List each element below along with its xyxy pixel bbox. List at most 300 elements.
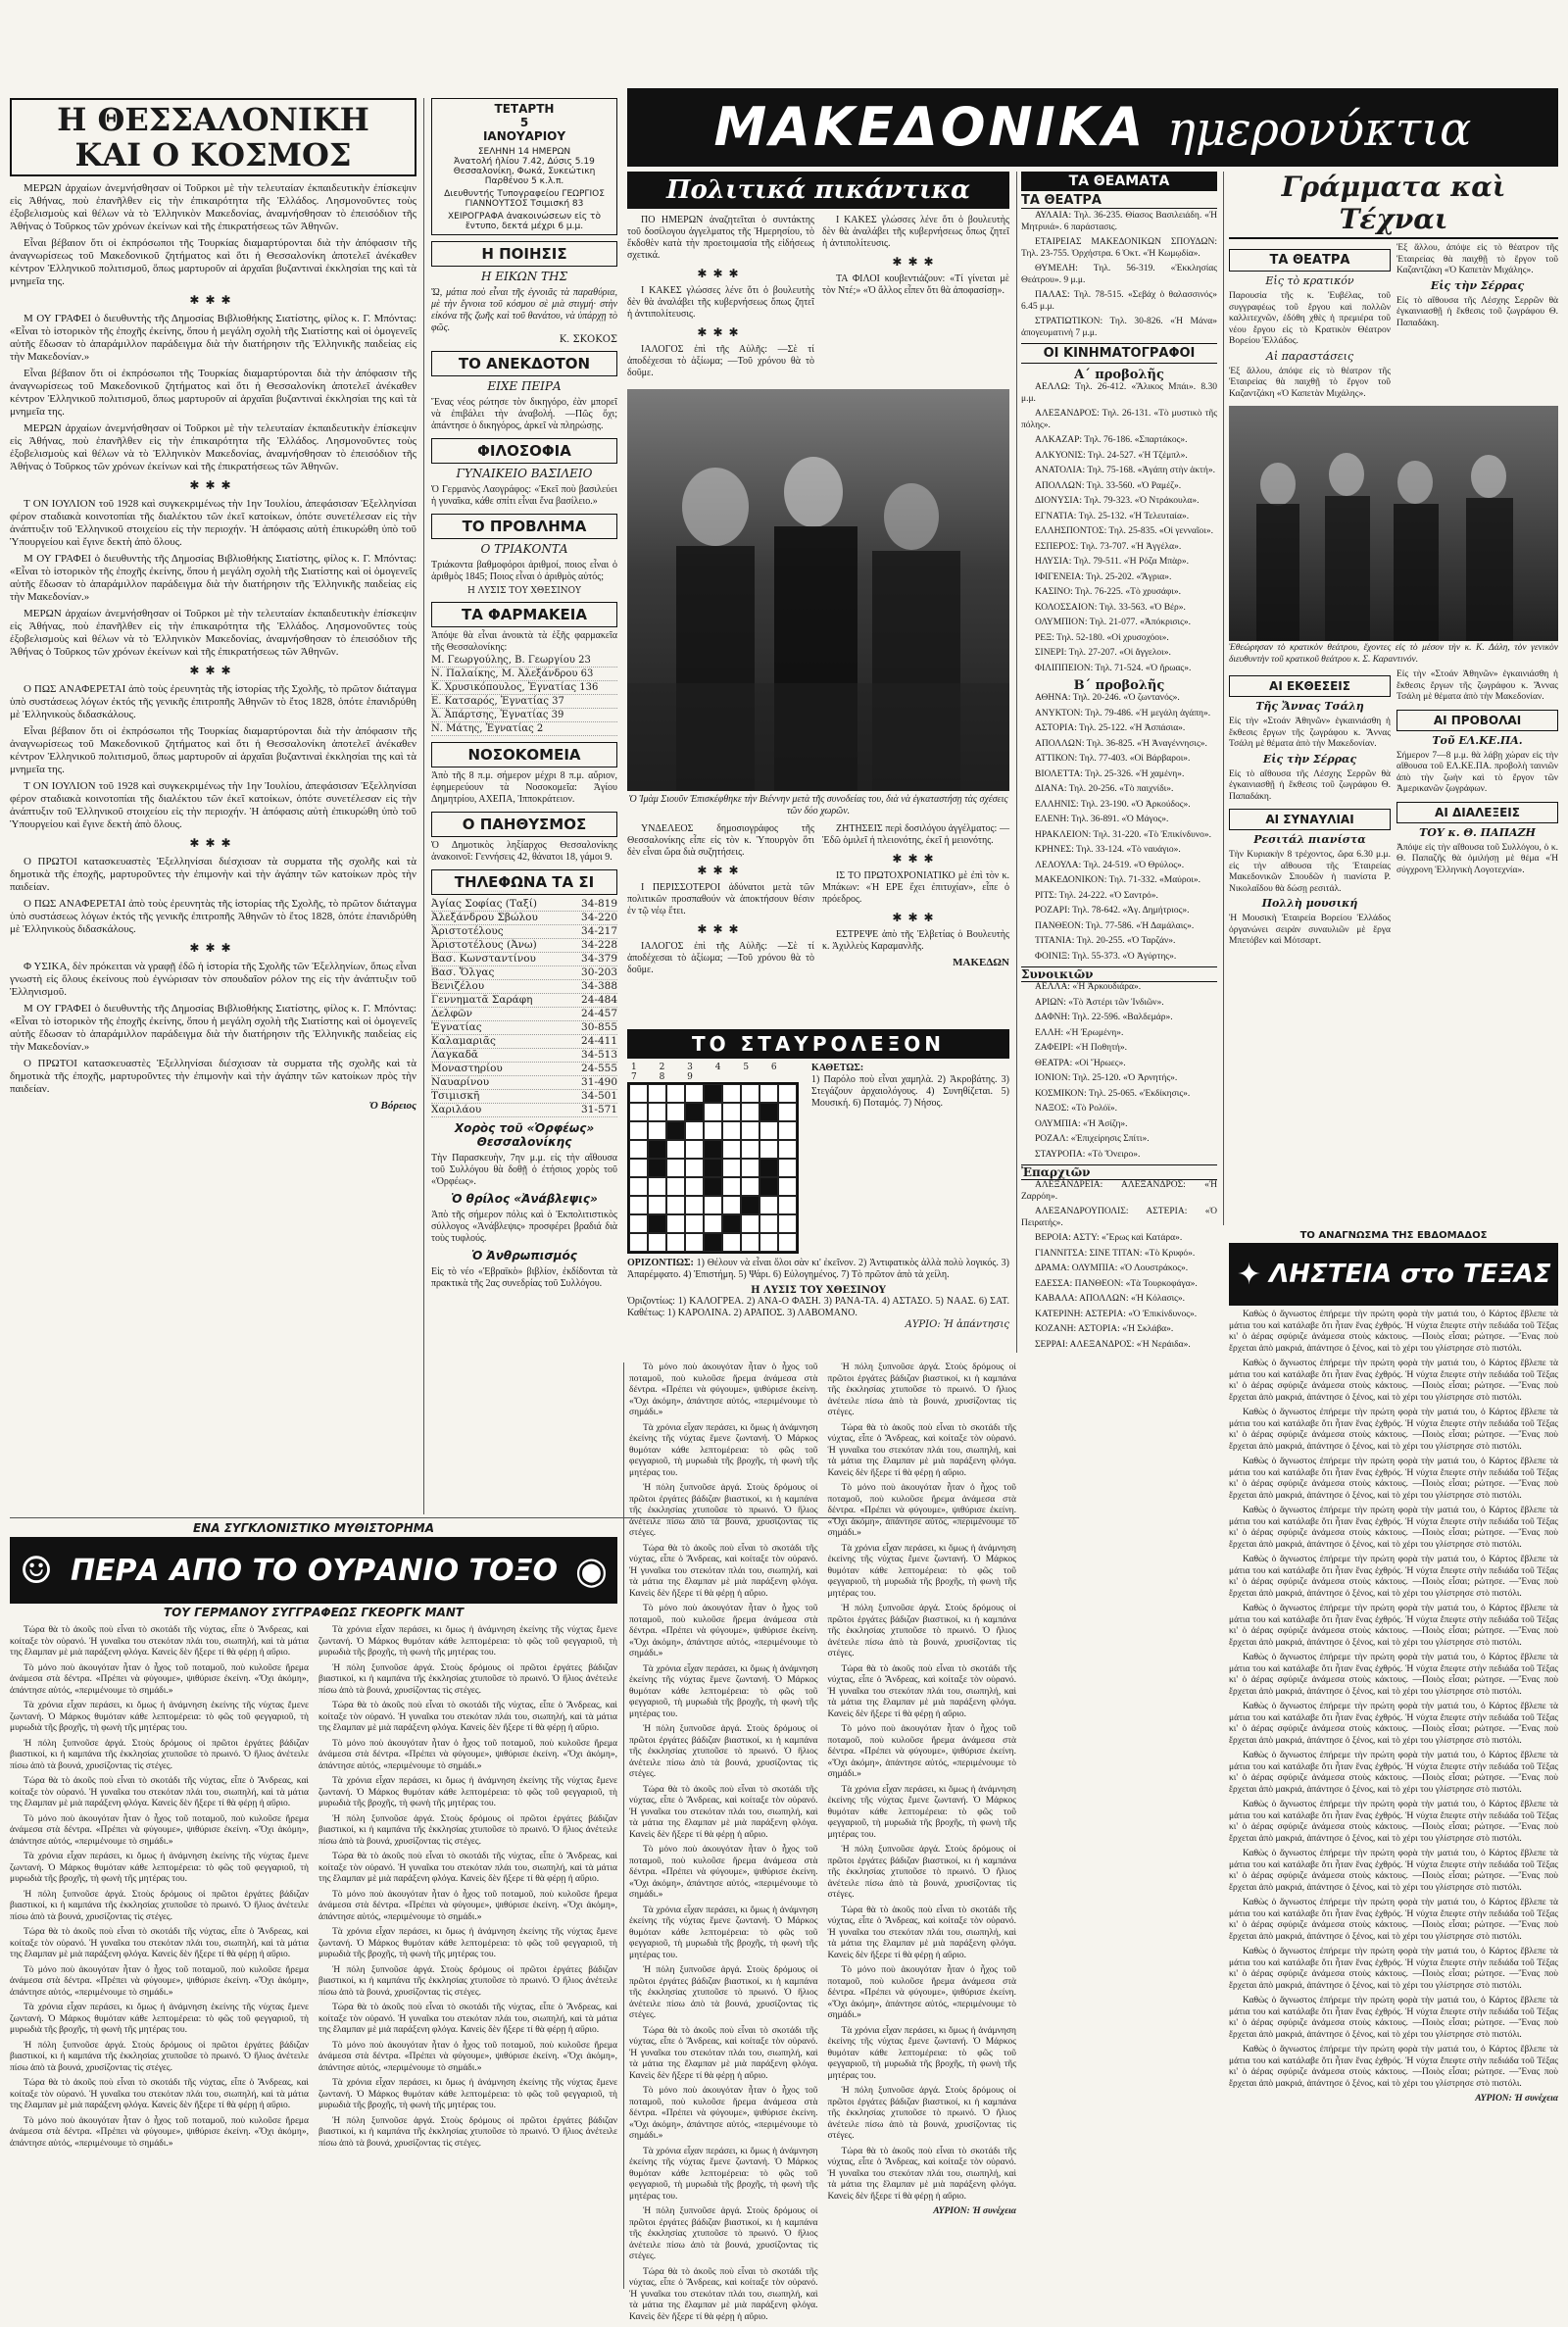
serial-label: ΕΝΑ ΣΥΓΚΛΟΝΙΣΤΙΚΟ ΜΥΘΙΣΤΟΡΗΜΑ	[192, 1521, 434, 1535]
serial-columns	[10, 1625, 617, 2154]
phone-number: 24-457	[581, 1008, 617, 1019]
phone-name: Λαγκαδᾶ	[431, 1049, 479, 1061]
weekly-story	[1229, 1230, 1558, 2289]
crossword-cell[interactable]	[685, 1121, 704, 1140]
paragraph: ΠΟ ΗΜΕΡΩΝ ἀναζητεῖται ὁ συντάκτης τοῦ δοσίλογου ἀγγελματος τῆς Ἡμερησίου, τὸ ἔκδοθὲν κατὰ τὴν προετοιμασία τῆς εἰδήσεως σχετικά.	[627, 215, 814, 261]
arts-photo-caption: Ἐθεώρησαν τὸ κρατικὸν θεάτρου, ἔχοντες εἰς τὸ μέσον τὴν κ. Κ. Δάλη, τὸν γενικὸν διευθυντὴν τοῦ κρατικοῦ θεάτρου κ. Σ. Καραντινόν.	[1229, 643, 1558, 665]
last-text: Εἰς τὸ νέο «Ἑβραϊκὸ» βιβλίον, ἐκδίδονται τὰ πρακτικὰ τῆς 2ας συνεδρίας τοῦ Συλλόγου.	[431, 1266, 617, 1289]
paragraph: Τὸ μόνο ποὺ ἀκουγόταν ἦταν ὁ ἦχος τοῦ ποταμοῦ, ποὺ κυλοῦσε ἤρεμα ἀνάμεσα στὰ δέντρα. «Πρέπει νὰ φύγουμε», ψιθύρισε ἐκείνη. «Ὄχι ἀκόμη», ἀπάντησε αὐτός, «περιμένουμε τὸ σημάδι.»	[827, 1483, 1016, 1538]
arts-column	[1229, 169, 1558, 1227]
paragraph: Εἶναι βέβαιον ὅτι οἱ ἐκπρόσωποι τῆς Τουρκίας διαμαρτύρονται διὰ τὴν ἀπόφασιν τῆς ἀναγνωρίσεως τοῦ Μακεδονικοῦ ζητήματος καὶ ὅτι ἡ Θεσσαλονίκη ἀποτελεῖ ἀνέκαθεν κέντρον Ἑλληνικοῦ πολιτισμοῦ, ὅπως μαρτυροῦν αἱ ἀρχαῖαι βυζαντιναὶ ἐκκλησίαι της καὶ τὰ μνημεῖα της.	[10, 368, 416, 418]
crossword-answer-title: Η ΛΥΣΙΣ ΤΟΥ ΧΘΕΣΙΝΟΥ	[751, 1285, 886, 1296]
paragraph: Ι ΚΑΚΕΣ γλώσσες λένε ὅτι ὁ βουλευτὴς δὲν θὰ ἀναλάβει τῆς κυβερνήσεως ὅπως ζητεῖ ἡ ἀντιπολίτευσις.	[627, 285, 814, 320]
politika-col-c	[627, 823, 814, 980]
crossword-cell[interactable]	[741, 1214, 760, 1233]
separator-stars: ✱✱✱	[697, 325, 745, 339]
crossword-cell[interactable]	[666, 1233, 685, 1252]
paragraph: Τώρα θὰ τὸ ἀκοῦς ποὺ εἶναι τὸ σκοτάδι τῆς νύχτας, εἶπε ὁ Ἄνδρεας, καὶ κοίταξε τὸν οὐρανό. Ἡ γυναῖκα του στεκόταν πλάι του, σιωπηλή, καὶ τὰ μάτια της ἔλαμπαν μὲ μιὰ παράξενη φλόγα. Κανεὶς δὲν ἤξερε τί θὰ φέρῃ ἡ αὔριο.	[10, 1625, 309, 1658]
problem-subtitle: Ο ΤΡΙΑΚΟΝΤΑ	[480, 542, 568, 556]
crossword-down-clues: 1) Παρόλο ποὺ εἶναι χαμηλὰ. 2) Ἀκροβάτης. 3) Στεγάζουν ἀρχαιολόγους. 4) Συνηθίζεται. 5) Μουσική. 6) Ποταμός. 7) Νήσος.	[811, 1074, 1009, 1109]
paragraph: Καθὼς ὁ ἄγνωστος ἐπήρεμε τὴν πρώτη φορὰ τὴν ματιά του, ὁ Κάρτος ἔβλεπε τὰ μάτια του καὶ κατάλαβε ὅτι ἦταν ἕνας ἐχθρός. Ἡ νύχτα ἔπεφτε στὴν πεδιάδα τοῦ Τέξας κι' ὁ ἀέρας σφύριζε ἀνάμεσα στοὺς κάκτους. —Ποιὸς εἶσαι; ρώτησε. —Ἕνας ποὺ ἔρχεται ἀπὸ μακριά, ἀπάντησε ὁ ξένος, καὶ τὸ χέρι του γλίστρησε στὸ πιστόλι.	[1229, 1457, 1558, 1501]
crossword-cell[interactable]	[648, 1233, 666, 1252]
crossword-across-label: ΟΡΙΖΟΝΤΙΩΣ:	[627, 1258, 694, 1268]
crossword-cell[interactable]	[778, 1103, 797, 1121]
crossword-cell[interactable]	[704, 1121, 722, 1140]
column-rule	[423, 98, 424, 1514]
list-item: ΑΛΕΞΑΝΔΡΕΙΑ: ΑΛΕΞΑΝΔΡΟΣ: «Ἡ Ζαρρόη».	[1021, 1180, 1217, 1202]
phone-name: Τσιμισκῆ	[431, 1090, 480, 1102]
list-item: ΣΤΡΑΤΙΩΤΙΚΟΝ: Τηλ. 30-826. «Ἡ Μάνα» ἀπογευματινὴ 7 μ.μ.	[1021, 317, 1217, 338]
paragraph: Εἶναι βέβαιον ὅτι οἱ ἐκπρόσωποι τῆς Τουρκίας διαμαρτύρονται διὰ τὴν ἀπόφασιν τῆς ἀναγνωρίσεως τοῦ Μακεδονικοῦ ζητήματος καὶ ὅτι ἡ Θεσσαλονίκη ἀποτελεῖ ἀνέκαθεν κέντρον Ἑλληνικοῦ πολιτισμοῦ, ὅπως μαρτυροῦν αἱ ἀρχαῖαι βυζαντιναὶ ἐκκλησίαι της καὶ τὰ μνημεῖα της.	[10, 237, 416, 287]
paragraph: Τὰ χρόνια εἶχαν περάσει, κι ὅμως ἡ ἀνάμνηση ἐκείνης τῆς νύχτας ἔμενε ζωντανή. Ὁ Μάρκος θυμόταν κάθε λεπτομέρεια: τὸ φῶς τοῦ φεγγαριοῦ, τὴ μυρωδιὰ τῆς βροχῆς, τὴ φωνὴ τῆς μητέρας του.	[10, 1852, 309, 1884]
serial-banner	[10, 1537, 617, 1604]
list-item	[431, 953, 617, 966]
choir-text: Τὴν Παρασκευὴν, 7ην μ.μ. εἰς τὴν αἴθουσα τοῦ Συλλόγου θὰ δοθῇ ὁ ἐτήσιος χορὸς τοῦ «Ὀρφέως».	[431, 1153, 617, 1187]
left-column	[10, 98, 416, 1514]
photo-figures-icon	[627, 389, 1009, 791]
phone-number: 34-513	[581, 1049, 617, 1061]
serial-author: ΤΟΥ ΓΕΡΜΑΝΟΥ ΣΥΓΓΡΑΦΕΩΣ ΓΚΕΟΡΓΚ ΜΑΝΤ	[163, 1606, 465, 1619]
crossword-cell[interactable]	[629, 1084, 648, 1103]
problem-answer: Η ΛΥΣΙΣ ΤΟΥ ΧΘΕΣΙΝΟΥ	[467, 586, 581, 596]
crossword-sign: ΑΥΡΙΟ: Ἡ ἀπάντησις	[905, 1319, 1009, 1330]
crossword-cell[interactable]	[666, 1159, 685, 1177]
list-item: ΚΟΖΑΝΗ: ΑΣΤΟΡΙΑ: «Ἡ Σκλάβα».	[1035, 1324, 1174, 1334]
crossword-cell[interactable]	[760, 1140, 778, 1159]
date-month: ΙΑΝΟΥΑΡΙΟΥ	[482, 129, 566, 143]
list-item	[431, 1063, 617, 1076]
list-item: ΡΕΞ: Τηλ. 52-180. «Οἱ χρυσοχόοι».	[1035, 632, 1169, 643]
concert-text: Τὴν Κυριακὴν 8 τρέχοντος, ὥρα 6.30 μ.μ. εἰς τὴν αἴθουσα τῆς Ἑταιρείας Μακεδονικῶν Σπουδῶν ἡ πιανίστα Ρ. Νικολαΐδου θὰ δώσῃ ρεσιτάλ.	[1229, 850, 1391, 894]
crossword-cell[interactable]	[778, 1214, 797, 1233]
crossword-black-cell	[648, 1214, 666, 1233]
crossword-cell[interactable]	[778, 1140, 797, 1159]
weekly-end: ΑΥΡΙΟΝ: Ἡ συνέχεια	[1475, 2094, 1558, 2104]
arts-col-c	[1229, 669, 1391, 948]
headline-line-2: ΚΑΙ Ο ΚΟΣΜΟΣ	[74, 136, 352, 173]
crossword-cell[interactable]	[741, 1233, 760, 1252]
chorus-title: Ὁ θρίλος «Ἀνάβλεψις»	[451, 1192, 598, 1206]
column-rule	[623, 1362, 624, 2289]
moon-info: ΣΕΛΗΝΗ 14 ΗΜΕΡΩΝ	[477, 147, 571, 157]
broadcast-title: ΑΙ ΠΡΟΒΟΛΑΙ	[1396, 710, 1558, 731]
exhib-title: ΑΙ ΕΚΘΕΣΕΙΣ	[1229, 675, 1391, 697]
lecture-text: Ἀπόψε εἰς τὴν αἴθουσα τοῦ Συλλόγου, ὁ κ. Θ. Παπαζῆς θὰ ὁμιλήσῃ μὲ θέμα «Ἡ σύγχρονη Ἑλληνικὴ Λογοτεχνία».	[1396, 842, 1558, 875]
crossword-cell[interactable]	[629, 1140, 648, 1159]
crossword-cell[interactable]	[741, 1140, 760, 1159]
crossword-black-cell	[704, 1084, 722, 1103]
philosophy-title: ΦΙΛΟΣΟΦΙΑ	[431, 438, 617, 464]
middle-column	[431, 98, 617, 1514]
phone-number: 31-490	[581, 1076, 617, 1088]
list-item: ΦΟΙΝΙΞ: Τηλ. 55-373. «Ὁ Ἀγύρτης».	[1035, 951, 1177, 962]
poetry-title: Η ΠΟΙΗΣΙΣ	[431, 241, 617, 267]
concert2-text: Ἡ Μουσικὴ Ἑταιρεία Βορείου Ἑλλάδος ὀργανώνει σειρὰν συναυλιῶν μὲ ἔργα Μπετόβεν καὶ Μότσαρτ.	[1229, 914, 1391, 946]
paragraph: Ἡ πόλη ξυπνοῦσε ἀργά. Στοὺς δρόμους οἱ πρῶτοι ἐργάτες βάδιζαν βιαστικοί, κι ἡ καμπάνα τῆς ἐκκλησίας χτυποῦσε τὸ πρωινό. Ὁ ἥλιος ἀνέτειλε πίσω ἀπὸ τὰ βουνά, χρυσίζοντας τὶς στέγες.	[629, 2206, 818, 2261]
crossword-cell[interactable]	[760, 1233, 778, 1252]
paragraph: Ο ΠΩΣ ΑΝΑΦΕΡΕΤΑΙ ἀπὸ τοὺς ἐρευνητὰς τῆς ἱστορίας τῆς Σχολῆς, τὸ πρῶτον διάταγμα ὑπὸ συστάσεως λόγων ἐκτός τῆς γενικῆς ἐπιτροπῆς Ἀθηνῶν τὸ ἔτος 1828, ὁπότε ἐπανιδρύθη μὲ Ἑλληνικοὺς διδασκάλους.	[10, 898, 416, 935]
list-item: ΣΤΑΥΡΟΠΑ: «Τὸ Ὄνειρο».	[1035, 1149, 1141, 1160]
suburbs-label: Συνοικιῶν	[1021, 966, 1217, 982]
paragraph: Τὰ χρόνια εἶχαν περάσει, κι ὅμως ἡ ἀνάμνηση ἐκείνης τῆς νύχτας ἔμενε ζωντανή. Ὁ Μάρκος θυμόταν κάθε λεπτομέρεια: τὸ φῶς τοῦ φεγγαριοῦ, τὴ μυρωδιὰ τῆς βροχῆς, τὴ φωνὴ τῆς μητέρας του.	[318, 1625, 617, 1658]
crossword-cell[interactable]	[685, 1140, 704, 1159]
paragraph: Καθὼς ὁ ἄγνωστος ἐπήρεμε τὴν πρώτη φορὰ τὴν ματιά του, ὁ Κάρτος ἔβλεπε τὰ μάτια του καὶ κατάλαβε ὅτι ἦταν ἕνας ἐχθρός. Ἡ νύχτα ἔπεφτε στὴν πεδιάδα τοῦ Τέξας κι' ὁ ἀέρας σφύριζε ἀνάμεσα στοὺς κάκτους. —Ποιὸς εἶσαι; ρώτησε. —Ἕνας ποὺ ἔρχεται ἀπὸ μακριά, ἀπάντησε ὁ ξένος, καὶ τὸ χέρι του γλίστρησε στὸ πιστόλι.	[1229, 1996, 1558, 2040]
crossword-cell[interactable]	[722, 1233, 741, 1252]
paragraph: Τὰ χρόνια εἶχαν περάσει, κι ὅμως ἡ ἀνάμνηση ἐκείνης τῆς νύχτας ἔμενε ζωντανή. Ὁ Μάρκος θυμόταν κάθε λεπτομέρεια: τὸ φῶς τοῦ φεγγαριοῦ, τὴ μυρωδιὰ τῆς βροχῆς, τὴ φωνὴ τῆς μητέρας του.	[318, 1776, 617, 1808]
list-item	[431, 912, 617, 925]
list-item: ΕΛΛΗΝΙΣ: Τηλ. 23-190. «Ὁ Ἀρκούδος».	[1035, 799, 1191, 810]
serial-col-b	[318, 1625, 617, 2154]
paragraph: Τὰ χρόνια εἶχαν περάσει, κι ὅμως ἡ ἀνάμνηση ἐκείνης τῆς νύχτας ἔμενε ζωντανή. Ὁ Μάρκος θυμόταν κάθε λεπτομέρεια: τὸ φῶς τοῦ φεγγαριοῦ, τὴ μυρωδιὰ τῆς βροχῆς, τὴ φωνὴ τῆς μητέρας του.	[10, 2003, 309, 2035]
paragraph: Καθὼς ὁ ἄγνωστος ἐπήρεμε τὴν πρώτη φορὰ τὴν ματιά του, ὁ Κάρτος ἔβλεπε τὰ μάτια του καὶ κατάλαβε ὅτι ἦταν ἕνας ἐχθρός. Ἡ νύχτα ἔπεφτε στὴν πεδιάδα τοῦ Τέξας κι' ὁ ἀέρας σφύριζε ἀνάμεσα στοὺς κάκτους. —Ποιὸς εἶσαι; ρώτησε. —Ἕνας ποὺ ἔρχεται ἀπὸ μακριά, ἀπάντησε ὁ ξένος, καὶ τὸ χέρι του γλίστρησε στὸ πιστόλι.	[1229, 1702, 1558, 1746]
list-item: ΑΠΟΛΛΩΝ: Τηλ. 36-825. «Ἡ Ἀναγέννησις».	[1035, 738, 1207, 749]
crossword-cell[interactable]	[722, 1084, 741, 1103]
crossword-cell[interactable]	[760, 1196, 778, 1214]
paragraph: ΙΣ ΤΟ ΠΡΩΤΟΧΡΟΝΙΑΤΙΚΟ μὲ ἐπὶ τὸν κ. Μπάκων: «Ἡ ΕΡΕ ἔχει ἐπιτυχίαν», εἶπε ὁ πρόεδρος.	[822, 870, 1009, 905]
left-signature: Ὁ Βόρειος	[368, 1100, 416, 1112]
crossword-cell[interactable]	[760, 1121, 778, 1140]
crossword-cell[interactable]	[666, 1084, 685, 1103]
phone-name: Δελφῶν	[431, 1008, 472, 1019]
crossword-cell[interactable]	[648, 1196, 666, 1214]
lecture-sub: ΤΟΥ κ. Θ. ΠΑΠΑΖΗ	[1419, 825, 1536, 839]
phone-number: 34-228	[581, 939, 617, 951]
face-icon: ☺	[20, 1549, 54, 1592]
crossword-cell[interactable]	[629, 1177, 648, 1196]
crossword-cell[interactable]	[685, 1196, 704, 1214]
exhib-text-cont: Εἰς τὴν «Στοάν Ἀθηνῶν» ἐγκαινιάσθη ἡ ἔκθεσις ἔργων τῆς ζωγράφου κ. Ἄννας Τσάλη μὲ θέματα ἀπὸ τὴν Μακεδονίαν.	[1396, 669, 1558, 702]
paragraph: Τὸ μόνο ποὺ ἀκουγόταν ἦταν ὁ ἦχος τοῦ ποταμοῦ, ποὺ κυλοῦσε ἤρεμα ἀνάμεσα στὰ δέντρα. «Πρέπει νὰ φύγουμε», ψιθύρισε ἐκείνη. «Ὄχι ἀκόμη», ἀπάντησε αὐτός, «περιμένουμε τὸ σημάδι.»	[10, 1662, 309, 1696]
crossword-cell[interactable]	[722, 1103, 741, 1121]
phone-name: Βενιζέλου	[431, 980, 485, 992]
crossword-cell[interactable]	[741, 1159, 760, 1177]
crossword-cell[interactable]	[741, 1103, 760, 1121]
arts-premiere-title: Αἱ παραστάσεις	[1265, 349, 1354, 363]
phone-name: Ναυαρίνου	[431, 1076, 490, 1088]
politika-bottom-row	[627, 823, 1009, 980]
paragraph: Καθὼς ὁ ἄγνωστος ἐπήρεμε τὴν πρώτη φορὰ τὴν ματιά του, ὁ Κάρτος ἔβλεπε τὰ μάτια του καὶ κατάλαβε ὅτι ἦταν ἕνας ἐχθρός. Ἡ νύχτα ἔπεφτε στὴν πεδιάδα τοῦ Τέξας κι' ὁ ἀέρας σφύριζε ἀνάμεσα στοὺς κάκτους. —Ποιὸς εἶσαι; ρώτησε. —Ἕνας ποὺ ἔρχεται ἀπὸ μακριά, ἀπάντησε ὁ ξένος, καὶ τὸ χέρι του γλίστρησε στὸ πιστόλι.	[1229, 1653, 1558, 1697]
paragraph: Καθὼς ὁ ἄγνωστος ἐπήρεμε τὴν πρώτη φορὰ τὴν ματιά του, ὁ Κάρτος ἔβλεπε τὰ μάτια του καὶ κατάλαβε ὅτι ἦταν ἕνας ἐχθρός. Ἡ νύχτα ἔπεφτε στὴν πεδιάδα τοῦ Τέξας κι' ὁ ἀέρας σφύριζε ἀνάμεσα στοὺς κάκτους. —Ποιὸς εἶσαι; ρώτησε. —Ἕνας ποὺ ἔρχεται ἀπὸ μακριά, ἀπάντησε ὁ ξένος, καὶ τὸ χέρι του γλίστρησε στὸ πιστόλι.	[1229, 1947, 1558, 1991]
list-item: ΙΦΙΓΕΝΕΙΑ: Τηλ. 25-202. «Ἄγρια».	[1035, 571, 1172, 582]
list-item: ΔΡΑΜΑ: ΟΛΥΜΠΙΑ: «Ὁ Λουστράκος».	[1035, 1263, 1189, 1273]
separator-stars: ✱✱✱	[697, 864, 745, 877]
crossword-cell[interactable]	[722, 1177, 741, 1196]
phone-number: 30-855	[581, 1021, 617, 1033]
paragraph: Καθὼς ὁ ἄγνωστος ἐπήρεμε τὴν πρώτη φορὰ τὴν ματιά του, ὁ Κάρτος ἔβλεπε τὰ μάτια του καὶ κατάλαβε ὅτι ἦταν ἕνας ἐχθρός. Ἡ νύχτα ἔπεφτε στὴν πεδιάδα τοῦ Τέξας κι' ὁ ἀέρας σφύριζε ἀνάμεσα στοὺς κάκτους. —Ποιὸς εἶσαι; ρώτησε. —Ἕνας ποὺ ἔρχεται ἀπὸ μακριά, ἀπάντησε ὁ ξένος, καὶ τὸ χέρι του γλίστρησε στὸ πιστόλι.	[1229, 1849, 1558, 1893]
center-politika	[627, 172, 1009, 1024]
crossword-black-cell	[704, 1233, 722, 1252]
list-item: ΟΛΥΜΠΙΟΝ: Τηλ. 21-077. «Ἀπόκρισις».	[1035, 618, 1191, 627]
list-item: ΓΙΑΝΝΙΤΣΑ: ΣΙΝΕ ΤΙΤΑΝ: «Τὸ Κρυφό».	[1035, 1248, 1196, 1259]
serial-end: ΑΥΡΙΟΝ: Ἡ συνέχεια	[933, 2206, 1016, 2216]
paragraph: Ἡ πόλη ξυπνοῦσε ἀργά. Στοὺς δρόμους οἱ πρῶτοι ἐργάτες βάδιζαν βιαστικοί, κι ἡ καμπάνα τῆς ἐκκλησίας χτυποῦσε τὸ πρωινό. Ὁ ἥλιος ἀνέτειλε πίσω ἀπὸ τὰ βουνά, χρυσίζοντας τὶς στέγες.	[827, 2086, 1016, 2141]
list-item: ΑΤΤΙΚΟΝ: Τηλ. 77-403. «Οἱ Βάρβαροι».	[1035, 754, 1191, 764]
paragraph: Ἡ πόλη ξυπνοῦσε ἀργά. Στοὺς δρόμους οἱ πρῶτοι ἐργάτες βάδιζαν βιαστικοί, κι ἡ καμπάνα τῆς ἐκκλησίας χτυποῦσε τὸ πρωινό. Ὁ ἥλιος ἀνέτειλε πίσω ἀπὸ τὰ βουνά, χρυσίζοντας τὶς στέγες.	[10, 1889, 309, 1922]
crossword-black-cell	[704, 1140, 722, 1159]
separator-stars: ✱✱✱	[697, 267, 745, 280]
paragraph: ΜΕΡΩΝ ἀρχαίων ἀνεμνήσθησαν οἱ Τοῦρκοι μὲ τὴν τελευταίαν ἐκπαιδευτικὴν ἐπίσκεψιν εἰς Ἀθήνας, ποὺ ἐπανῆλθεν εἰς τὴν ἐπικαιρότητα τῆς Ἑλλάδος. Λησμονοῦντες τοὺς ἐξοβελισμοὺς καὶ θέλων νὰ τὸ Ἑλληνικὸν Μακεδονίας, ἀναμνήσθησαν τὸ ἐπεισόδιον τῆς Ἀθήνας ὁ Τοῦρκος τῶν χρόνων ἐκείνων καὶ τῆς ἐπικρατήσεως τῶν Ἀθηνῶν.	[10, 182, 416, 232]
crossword-black-cell	[648, 1159, 666, 1177]
serial-novel	[10, 1521, 617, 2291]
paragraph: Τὸ μόνο ποὺ ἀκουγόταν ἦταν ὁ ἦχος τοῦ ποταμοῦ, ποὺ κυλοῦσε ἤρεμα ἀνάμεσα στὰ δέντρα. «Πρέπει νὰ φύγουμε», ψιθύρισε ἐκείνη. «Ὄχι ἀκόμη», ἀπάντησε αὐτός, «περιμένουμε τὸ σημάδι.»	[827, 1724, 1016, 1779]
crossword-black-cell	[760, 1177, 778, 1196]
list-item: ΕΓΝΑΤΙΑ: Τηλ. 25-132. «Ἡ Τελευταία».	[1035, 511, 1190, 521]
list-item: ΗΛΥΣΙΑ: Τηλ. 79-511. «Ἡ Ρόζα Μπὰρ».	[1035, 557, 1190, 567]
list-item	[431, 994, 617, 1008]
serial-title: ΠΕΡΑ ΑΠΟ ΤΟ ΟΥΡΑΝΙΟ ΤΟΞΟ	[70, 1553, 558, 1588]
paragraph: Τώρα θὰ τὸ ἀκοῦς ποὺ εἶναι τὸ σκοτάδι τῆς νύχτας, εἶπε ὁ Ἄνδρεας, καὶ κοίταξε τὸν οὐρανό. Ἡ γυναῖκα του στεκόταν πλάι του, σιωπηλή, καὶ τὰ μάτια της ἔλαμπαν μὲ μιὰ παράξενη φλόγα. Κανεὶς δὲν ἤξερε τί θὰ φέρῃ ἡ αὔριο.	[827, 1663, 1016, 1719]
politika-photo	[627, 389, 1009, 791]
paragraph: Τὰ χρόνια εἶχαν περάσει, κι ὅμως ἡ ἀνάμνηση ἐκείνης τῆς νύχτας ἔμενε ζωντανή. Ὁ Μάρκος θυμόταν κάθε λεπτομέρεια: τὸ φῶς τοῦ φεγγαριοῦ, τὴ μυρωδιὰ τῆς βροχῆς, τὴ φωνὴ τῆς μητέρας του.	[827, 2025, 1016, 2081]
list-item: ΑΕΛΛΑ: «Ἡ Ἀρκουδιάρα».	[1035, 982, 1142, 992]
paragraph: ΜΕΡΩΝ ἀρχαίων ἀνεμνήσθησαν οἱ Τοῦρκοι μὲ τὴν τελευταίαν ἐκπαιδευτικὴν ἐπίσκεψιν εἰς Ἀθήνας, ποὺ ἐπανῆλθεν εἰς τὴν ἐπικαιρότητα τῆς Ἑλλάδος. Λησμονοῦντες τοὺς ἐξοβελισμοὺς καὶ θέλων νὰ τὸ Ἑλληνικὸν Μακεδονίας, ἀναμνήσθησαν τὸ ἐπεισόδιον τῆς Ἀθήνας ὁ Τοῦρκος τῶν χρόνων ἐκείνων καὶ τῆς ἐπικρατήσεως τῶν Ἀθηνῶν.	[10, 422, 416, 472]
politika-title: Πολιτικά πικάντικα	[627, 172, 1009, 209]
list-item: ΖΑΦΕΙΡΙ: «Ἡ Ποθητή».	[1035, 1043, 1127, 1053]
paragraph: Ἡ πόλη ξυπνοῦσε ἀργά. Στοὺς δρόμους οἱ πρῶτοι ἐργάτες βάδιζαν βιαστικοί, κι ἡ καμπάνα τῆς ἐκκλησίας χτυποῦσε τὸ πρωινό. Ὁ ἥλιος ἀνέτειλε πίσω ἀπὸ τὰ βουνά, χρυσίζοντας τὶς στέγες.	[629, 1483, 818, 1538]
list-item: ΡΟΖΑΛ: «Ἐπιχείρησις Σπίτι».	[1035, 1134, 1150, 1144]
list-item: ΑΛΚΥΟΝΙΣ: Τηλ. 24-527. «Ἡ Τζέμπλ».	[1035, 450, 1188, 461]
serial-col-a	[10, 1625, 309, 2154]
crossword-cell[interactable]	[722, 1140, 741, 1159]
separator-stars: ✱✱✱	[697, 922, 745, 936]
crossword-cell[interactable]	[685, 1159, 704, 1177]
crossword-cell[interactable]	[648, 1103, 666, 1121]
crossword-cell[interactable]	[704, 1103, 722, 1121]
crossword-grid[interactable]	[627, 1082, 799, 1254]
masthead-title: ΜΑΚΕΔΟΝΙΚΑ	[713, 96, 1147, 158]
pharmacy-list	[431, 654, 617, 736]
anecdote-title: ΤΟ ΑΝΕΚΔΟΤΟΝ	[431, 351, 617, 376]
list-item: ΔΙΟΝΥΣΙΑ: Τηλ. 79-323. «Ὁ Ντράκουλα».	[1035, 496, 1200, 506]
crossword-cell[interactable]	[629, 1214, 648, 1233]
paragraph: Τώρα θὰ τὸ ἀκοῦς ποὺ εἶναι τὸ σκοτάδι τῆς νύχτας, εἶπε ὁ Ἄνδρεας, καὶ κοίταξε τὸν οὐρανό. Ἡ γυναῖκα του στεκόταν πλάι του, σιωπηλή, καὶ τὰ μάτια της ἔλαμπαν μὲ μιὰ παράξενη φλόγα. Κανεὶς δὲν ἤξερε τί θὰ φέρῃ ἡ αὔριο.	[10, 2078, 309, 2110]
paragraph: ΥΝΔΕΛΕΟΣ δημοσιογράφος τῆς Θεσσαλονίκης εἶπε εἰς τὸν κ. Ὑπουργὸν ὅτι δὲν εἶναι ὥρα διὰ συζητήσεις.	[627, 823, 814, 858]
arts-bottom-row	[1229, 669, 1558, 948]
left-article-body	[10, 182, 416, 1113]
choir-title: Χορὸς τοῦ «Ὀρφέως» Θεσσαλονίκης	[454, 1121, 595, 1149]
crossword-cell[interactable]	[778, 1196, 797, 1214]
crossword-across-clues: 1) Θέλουν νὰ εἶναι ὅλοι σὰν κι' ἐκεῖνον. 2) Ἀντιφατικὸς ἀλλὰ πολὺ λογικός. 3) Ἀπαρέμφατο. 4) Ἐπιστήμη. 5) Ψάρι. 6) Εὐλογημένος. 7) Τὸ πρῶτον ἀπὸ τὰ χείλη.	[627, 1258, 1009, 1280]
phone-name: Ἀλεξάνδρου Σβώλου	[431, 912, 538, 923]
paragraph: Εἶναι βέβαιον ὅτι οἱ ἐκπρόσωποι τῆς Τουρκίας διαμαρτύρονται διὰ τὴν ἀπόφασιν τῆς ἀναγνωρίσεως τοῦ Μακεδονικοῦ ζητήματος καὶ ὅτι ἡ Θεσσαλονίκη ἀποτελεῖ ἀνέκαθεν κέντρον Ἑλληνικοῦ πολιτισμοῦ, ὅπως μαρτυροῦν αἱ ἀρχαῖαι βυζαντιναὶ ἐκκλησίαι της καὶ τὰ μνημεῖα της.	[10, 725, 416, 775]
crossword-cell[interactable]	[666, 1140, 685, 1159]
crossword-cell[interactable]	[778, 1233, 797, 1252]
crossword-cell[interactable]	[685, 1214, 704, 1233]
phone-number: 34-501	[581, 1090, 617, 1102]
paragraph: ΙΑΛΟΓΟΣ ἐπὶ τῆς Αὐλῆς: —Σὲ τί ἀποδέχεσαι τὸ ἀξίωμα; —Τοῦ χρόνου θὰ τὸ δοῦμε.	[627, 344, 814, 378]
philosophy-subtitle: ΓΥΝΑΙΚΕΙΟ ΒΑΣΙΛΕΙΟ	[456, 467, 593, 480]
phone-name: Μοναστηρίου	[431, 1063, 503, 1074]
suburbs-list	[1021, 982, 1217, 1161]
paragraph: Καθὼς ὁ ἄγνωστος ἐπήρεμε τὴν πρώτη φορὰ τὴν ματιά του, ὁ Κάρτος ἔβλεπε τὰ μάτια του καὶ κατάλαβε ὅτι ἦταν ἕνας ἐχθρός. Ἡ νύχτα ἔπεφτε στὴν πεδιάδα τοῦ Τέξας κι' ὁ ἀέρας σφύριζε ἀνάμεσα στοὺς κάκτους. —Ποιὸς εἶσαι; ρώτησε. —Ἕνας ποὺ ἔρχεται ἀπὸ μακριά, ἀπάντησε ὁ ξένος, καὶ τὸ χέρι του γλίστρησε στὸ πιστόλι.	[1229, 1408, 1558, 1452]
sunglasses-icon: ◉	[574, 1549, 608, 1592]
column-rule	[1223, 172, 1224, 1225]
crossword-cell[interactable]	[741, 1084, 760, 1103]
cinema-list-second	[1021, 693, 1217, 963]
crossword-cell[interactable]	[704, 1196, 722, 1214]
crossword-black-cell	[704, 1159, 722, 1177]
list-item: ΕΛΛΗΣΠΟΝΤΟΣ: Τηλ. 25-835. «Οἱ γενναῖοι».	[1035, 526, 1213, 536]
crossword-cell[interactable]	[778, 1121, 797, 1140]
paragraph: Τὸ μόνο ποὺ ἀκουγόταν ἦταν ὁ ἦχος τοῦ ποταμοῦ, ποὺ κυλοῦσε ἤρεμα ἀνάμεσα στὰ δέντρα. «Πρέπει νὰ φύγουμε», ψιθύρισε ἐκείνη. «Ὄχι ἀκόμη», ἀπάντησε αὐτός, «περιμένουμε τὸ σημάδι.»	[827, 1965, 1016, 2020]
paragraph: Ἡ πόλη ξυπνοῦσε ἀργά. Στοὺς δρόμους οἱ πρῶτοι ἐργάτες βάδιζαν βιαστικοί, κι ἡ καμπάνα τῆς ἐκκλησίας χτυποῦσε τὸ πρωινό. Ὁ ἥλιος ἀνέτειλε πίσω ἀπὸ τὰ βουνά, χρυσίζοντας τὶς στέγες.	[629, 1724, 818, 1779]
politika-col-b	[822, 215, 1009, 383]
paragraph: Τὸ μόνο ποὺ ἀκουγόταν ἦταν ὁ ἦχος τοῦ ποταμοῦ, ποὺ κυλοῦσε ἤρεμα ἀνάμεσα στὰ δέντρα. «Πρέπει νὰ φύγουμε», ψιθύρισε ἐκείνη. «Ὄχι ἀκόμη», ἀπάντησε αὐτός, «περιμένουμε τὸ σημάδι.»	[318, 2040, 617, 2073]
concert-sub: Ρεσιτάλ πιανίστα	[1253, 833, 1366, 846]
crossword-cell[interactable]	[666, 1214, 685, 1233]
phone-number: 24-555	[581, 1063, 617, 1074]
provinces-label: Ἐπαρχιῶν	[1021, 1164, 1217, 1180]
list-item	[431, 925, 617, 939]
crossword-cell[interactable]	[760, 1214, 778, 1233]
list-item: ΑΣΤΟΡΙΑ: Τηλ. 25-122. «Ἡ Ἀσπάσια».	[1035, 723, 1186, 733]
list-item: Κ. Χρυσικόπουλος, Ἐγνατίας 136	[431, 681, 617, 695]
phone-name: Βασ. Ὄλγας	[431, 966, 495, 978]
paragraph: Τ ΟΝ ΙΟΥΛΙΟΝ τοῦ 1928 καὶ συγκεκριμένως τὴν 1ην Ἰουλίου, ἀπεφάσισαν Ἐξελληνίσαι φέρον σταδιακὰ κοινοτοπίαι τῆς διαλέκτου τῶν ἐκεῖ κατοίκων, ὁπότε συνετέλεσαν εἰς τὴν ἀνάπτυξιν τοῦ Ἑλληνικοῦ στοιχείου εἰς τὴν περιοχήν. Ἡ ἀπόφασις αὐτὴ ἐπικυρώθη ὑπὸ τοῦ Ὑπουργείου καὶ ἔγινε δεκτὴ ἀπὸ ὅλους.	[10, 780, 416, 830]
paragraph: Ἡ πόλη ξυπνοῦσε ἀργά. Στοὺς δρόμους οἱ πρῶτοι ἐργάτες βάδιζαν βιαστικοί, κι ἡ καμπάνα τῆς ἐκκλησίας χτυποῦσε τὸ πρωινό. Ὁ ἥλιος ἀνέτειλε πίσω ἀπὸ τὰ βουνά, χρυσίζοντας τὶς στέγες.	[827, 1604, 1016, 1659]
list-item: ΚΟΛΟΣΣΑΙΟΝ: Τηλ. 33-563. «Ὁ Βέρ».	[1035, 602, 1186, 613]
list-item: ΟΛΥΜΠΙΑ: «Ἡ Ἀσίζη».	[1035, 1118, 1128, 1129]
paragraph: Τώρα θὰ τὸ ἀκοῦς ποὺ εἶναι τὸ σκοτάδι τῆς νύχτας, εἶπε ὁ Ἄνδρεας, καὶ κοίταξε τὸν οὐρανό. Ἡ γυναῖκα του στεκόταν πλάι του, σιωπηλή, καὶ τὰ μάτια της ἔλαμπαν μὲ μιὰ παράξενη φλόγα. Κανεὶς δὲν ἤξερε τί θὰ φέρῃ ἡ αὔριο.	[827, 1905, 1016, 1960]
list-item: ΘΕΑΤΡΑ: «Οἱ Ἥρωες».	[1035, 1058, 1126, 1068]
crossword-cell[interactable]	[722, 1196, 741, 1214]
paragraph: Τώρα θὰ τὸ ἀκοῦς ποὺ εἶναι τὸ σκοτάδι τῆς νύχτας, εἶπε ὁ Ἄνδρεας, καὶ κοίταξε τὸν οὐρανό. Ἡ γυναῖκα του στεκόταν πλάι του, σιωπηλή, καὶ τὰ μάτια της ἔλαμπαν μὲ μιὰ παράξενη φλόγα. Κανεὶς δὲν ἤξερε τί θὰ φέρῃ ἡ αὔριο.	[629, 1784, 818, 1840]
phone-number: 34-220	[581, 912, 617, 923]
date-box	[431, 98, 617, 235]
crossword-cell[interactable]	[648, 1177, 666, 1196]
crossword-cell[interactable]	[778, 1159, 797, 1177]
second-run-label: Β΄ προβολῆς	[1073, 678, 1165, 693]
weekly-body	[1229, 1310, 1558, 2105]
crossword-cell[interactable]	[722, 1159, 741, 1177]
list-item	[431, 1049, 617, 1063]
list-item: ΑΛΕΞΑΝΔΡΟΥΠΟΛΙΣ: ΑΣΤΕΡΙΑ: «Ὁ Πειρατής».	[1021, 1207, 1217, 1228]
arts-top-row	[1229, 243, 1558, 400]
paragraph: Καθὼς ὁ ἄγνωστος ἐπήρεμε τὴν πρώτη φορὰ τὴν ματιά του, ὁ Κάρτος ἔβλεπε τὰ μάτια του καὶ κατάλαβε ὅτι ἦταν ἕνας ἐχθρός. Ἡ νύχτα ἔπεφτε στὴν πεδιάδα τοῦ Τέξας κι' ὁ ἀέρας σφύριζε ἀνάμεσα στοὺς κάκτους. —Ποιὸς εἶσαι; ρώτησε. —Ἕνας ποὺ ἔρχεται ἀπὸ μακριά, ἀπάντησε ὁ ξένος, καὶ τὸ χέρι του γλίστρησε στὸ πιστόλι.	[1229, 1898, 1558, 1942]
crossword-body	[627, 1063, 1009, 1254]
problem-text: Τριάκοντα βαθμοφόροι ἀριθμοί, ποιος εἶναι ὁ ἀριθμὸς 1845; Ποιος εἶναι ὁ ἀριθμὸς αὐτός;	[431, 560, 617, 582]
list-item	[431, 898, 617, 912]
crossword-clues	[811, 1063, 1009, 1254]
paragraph: Καθὼς ὁ ἄγνωστος ἐπήρεμε τὴν πρώτη φορὰ τὴν ματιά του, ὁ Κάρτος ἔβλεπε τὰ μάτια του καὶ κατάλαβε ὅτι ἦταν ἕνας ἐχθρός. Ἡ νύχτα ἔπεφτε στὴν πεδιάδα τοῦ Τέξας κι' ὁ ἀέρας σφύριζε ἀνάμεσα στοὺς κάκτους. —Ποιὸς εἶσαι; ρώτησε. —Ἕνας ποὺ ἔρχεται ἀπὸ μακριά, ἀπάντησε ὁ ξένος, καὶ τὸ χέρι του γλίστρησε στὸ πιστόλι.	[1229, 1310, 1558, 1354]
phone-number: 34-217	[581, 925, 617, 937]
crossword-cell[interactable]	[722, 1121, 741, 1140]
arts-title: Γράμματα καὶ Τέχναι	[1229, 169, 1558, 239]
crossword-cell[interactable]	[648, 1084, 666, 1103]
crossword-cell[interactable]	[741, 1177, 760, 1196]
crossword-cell[interactable]	[666, 1177, 685, 1196]
paragraph: Τὰ χρόνια εἶχαν περάσει, κι ὅμως ἡ ἀνάμνηση ἐκείνης τῆς νύχτας ἔμενε ζωντανή. Ὁ Μάρκος θυμόταν κάθε λεπτομέρεια: τὸ φῶς τοῦ φεγγαριοῦ, τὴ μυρωδιὰ τῆς βροχῆς, τὴ φωνὴ τῆς μητέρας του.	[318, 1927, 617, 1959]
phone-number: 30-203	[581, 966, 617, 978]
list-item: ΒΕΡΟΙΑ: ΑΣΤΥ: «Ἔρως καὶ Κατάρα».	[1035, 1233, 1183, 1243]
list-item: Μ. Γεωργούλης, Β. Γεωργίου 23	[431, 654, 617, 668]
crossword-black-cell	[648, 1140, 666, 1159]
crossword-cell[interactable]	[648, 1121, 666, 1140]
list-item: ΗΡΑΚΛΕΙΟΝ: Τηλ. 31-220. «Τὸ Ἐπικίνδυνο».	[1035, 829, 1211, 840]
crossword-cell[interactable]	[629, 1196, 648, 1214]
arts-col-b	[1396, 243, 1558, 400]
paragraph: Ἡ πόλη ξυπνοῦσε ἀργά. Στοὺς δρόμους οἱ πρῶτοι ἐργάτες βάδιζαν βιαστικοί, κι ἡ καμπάνα τῆς ἐκκλησίας χτυποῦσε τὸ πρωινό. Ὁ ἥλιος ἀνέτειλε πίσω ἀπὸ τὰ βουνά, χρυσίζοντας τὶς στέγες.	[318, 1964, 617, 1998]
paragraph: Τὸ μόνο ποὺ ἀκουγόταν ἦταν ὁ ἦχος τοῦ ποταμοῦ, ποὺ κυλοῦσε ἤρεμα ἀνάμεσα στὰ δέντρα. «Πρέπει νὰ φύγουμε», ψιθύρισε ἐκείνη. «Ὄχι ἀκόμη», ἀπάντησε αὐτός, «περιμένουμε τὸ σημάδι.»	[629, 1362, 818, 1417]
problem-title: ΤΟ ΠΡΟΒΛΗΜΑ	[431, 514, 617, 539]
crossword-cell[interactable]	[704, 1214, 722, 1233]
arts-exhib2-text-top: Εἰς τὸ αἴθουσα τῆς Λέσχης Σερρῶν θὰ ἐγκαινιασθῇ ἡ ἔκθεσις τοῦ ζωγράφου Θ. Παπαδάκη.	[1396, 295, 1558, 328]
masthead-subtitle: ημερονύκτια	[1167, 102, 1472, 157]
crossword-numbers: 1 2 3 4 5 6 7 8 9	[631, 1063, 787, 1082]
paragraph: Τὸ μόνο ποὺ ἀκουγόταν ἦταν ὁ ἦχος τοῦ ποταμοῦ, ποὺ κυλοῦσε ἤρεμα ἀνάμεσα στὰ δέντρα. «Πρέπει νὰ φύγουμε», ψιθύρισε ἐκείνη. «Ὄχι ἀκόμη», ἀπάντησε αὐτός, «περιμένουμε τὸ σημάδι.»	[318, 1738, 617, 1771]
crossword-cell[interactable]	[778, 1177, 797, 1196]
crossword-cell[interactable]	[760, 1084, 778, 1103]
list-item: ΠΑΝΘΕΟΝ: Τηλ. 77-586. «Ἡ Δαμάλαις».	[1035, 920, 1195, 931]
phone-number: 24-484	[581, 994, 617, 1006]
crossword-cell[interactable]	[629, 1103, 648, 1121]
list-item: Ν. Παλαίκης, Μ. Ἀλεξάνδρου 63	[431, 668, 617, 681]
date-day: ΤΕΤΑΡΤΗ	[494, 102, 555, 116]
paragraph: Τὸ μόνο ποὺ ἀκουγόταν ἦταν ὁ ἦχος τοῦ ποταμοῦ, ποὺ κυλοῦσε ἤρεμα ἀνάμεσα στὰ δέντρα. «Πρέπει νὰ φύγουμε», ψιθύρισε ἐκείνη. «Ὄχι ἀκόμη», ἀπάντησε αὐτός, «περιμένουμε τὸ σημάδι.»	[10, 2115, 309, 2149]
paragraph: Καθὼς ὁ ἄγνωστος ἐπήρεμε τὴν πρώτη φορὰ τὴν ματιά του, ὁ Κάρτος ἔβλεπε τὰ μάτια του καὶ κατάλαβε ὅτι ἦταν ἕνας ἐχθρός. Ἡ νύχτα ἔπεφτε στὴν πεδιάδα τοῦ Τέξας κι' ὁ ἀέρας σφύριζε ἀνάμεσα στοὺς κάκτους. —Ποιὸς εἶσαι; ρώτησε. —Ἕνας ποὺ ἔρχεται ἀπὸ μακριά, ἀπάντησε ὁ ξένος, καὶ τὸ χέρι του γλίστρησε στὸ πιστόλι.	[1229, 1555, 1558, 1599]
crossword-cell[interactable]	[685, 1233, 704, 1252]
crossword-across-wrap	[627, 1258, 1009, 1281]
crossword-cell[interactable]	[666, 1196, 685, 1214]
serial-cont-columns	[629, 1362, 1016, 2327]
paragraph: Μ ΟΥ ΓΡΑΦΕΙ ὁ διευθυντὴς τῆς Δημοσίας Βιβλιοθήκης Σιατίστης, φίλος κ. Γ. Μπόντας: «Εἶναι τὸ ἱστορικὸν τῆς ἐποχῆς ἐκείνης, ὅπου ἡ μεγάλη σχολὴ τῆς Σιατίστης καὶ οἱ ὁμογενεῖς αὐτῆς ἔδωσαν τὸ ἀπαράμιλλον παράδειγμα διὰ τὴν διατήρησιν τῆς Ἑλληνικῆς παιδείας εἰς τὴν Μακεδονίαν.»	[10, 1003, 416, 1053]
crossword-cell[interactable]	[778, 1084, 797, 1103]
paragraph: ΤΑ ΦΙΛΟΙ κουβεντιάζουν: «Τί γίνεται μὲ τὸν Ντέ;» «Ὁ ἄλλος εἶπεν ὅτι θὰ ἀποφασίσῃ».	[822, 273, 1009, 296]
paragraph: Φ ΥΣΙΚΑ, δὲν πρόκειται νὰ γραφῇ ἐδῶ ἡ ἱστορία τῆς Σχολῆς τῶν Ἐξελληνίων, ὅπως εἶναι γνωστὴ εἰς ὅλους ἐκείνους ποὺ ἐγνώρισαν τὸν σπουδαῖον ρόλον της εἰς τὴν ἀνάπτυξιν τοῦ Ἑλληνισμοῦ.	[10, 961, 416, 998]
list-item: ΚΑΤΕΡΙΝΗ: ΑΣΤΕΡΙΑ: «Ὁ Ἐπικίνδυνος».	[1035, 1309, 1198, 1319]
list-item: Ἀ. Ἀπάρτσης, Ἐγνατίας 39	[431, 709, 617, 722]
separator-stars: ✱✱✱	[189, 293, 237, 307]
crossword-cell[interactable]	[666, 1103, 685, 1121]
crossword-cell[interactable]	[629, 1121, 648, 1140]
paragraph: Τὰ χρόνια εἶχαν περάσει, κι ὅμως ἡ ἀνάμνηση ἐκείνης τῆς νύχτας ἔμενε ζωντανή. Ὁ Μάρκος θυμόταν κάθε λεπτομέρεια: τὸ φῶς τοῦ φεγγαριοῦ, τὴ μυρωδιὰ τῆς βροχῆς, τὴ φωνὴ τῆς μητέρας του.	[629, 1905, 818, 1960]
separator-stars: ✱✱✱	[189, 664, 237, 677]
crossword-cell[interactable]	[629, 1159, 648, 1177]
list-item: ΔΑΦΝΗ: Τηλ. 22-596. «Βαλδεμάρ».	[1035, 1013, 1173, 1022]
list-item: ΑΘΗΝΑ: Τηλ. 20-246. «Ὁ ζωντανός».	[1035, 693, 1180, 703]
paragraph: Τώρα θὰ τὸ ἀκοῦς ποὺ εἶναι τὸ σκοτάδι τῆς νύχτας, εἶπε ὁ Ἄνδρεας, καὶ κοίταξε τὸν οὐρανό. Ἡ γυναῖκα του στεκόταν πλάι του, σιωπηλή, καὶ τὰ μάτια της ἔλαμπαν μὲ μιὰ παράξενη φλόγα. Κανεὶς δὲν ἤξερε τί θὰ φέρῃ ἡ αὔριο.	[318, 1852, 617, 1884]
column-rule	[1016, 172, 1017, 1353]
list-item: ΑΝΥΚΤΟΝ: Τηλ. 79-486. «Ἡ μεγάλη ἀγάπη».	[1035, 708, 1211, 718]
list-item: ΑΡΙΩΝ: «Τὸ Ἀστέρι τῶν Ἰνδιῶν».	[1035, 997, 1164, 1008]
pharmacy-line: Θεσσαλονίκη, Φωκά, Συκεώτικη Παρθένου 5 κ.λ.π.	[453, 167, 596, 186]
paragraph: Τὸ μόνο ποὺ ἀκουγόταν ἦταν ὁ ἦχος τοῦ ποταμοῦ, ποὺ κυλοῦσε ἤρεμα ἀνάμεσα στὰ δέντρα. «Πρέπει νὰ φύγουμε», ψιθύρισε ἐκείνη. «Ὄχι ἀκόμη», ἀπάντησε αὐτός, «περιμένουμε τὸ σημάδι.»	[629, 1845, 818, 1900]
paragraph: Καθὼς ὁ ἄγνωστος ἐπήρεμε τὴν πρώτη φορὰ τὴν ματιά του, ὁ Κάρτος ἔβλεπε τὰ μάτια του καὶ κατάλαβε ὅτι ἦταν ἕνας ἐχθρός. Ἡ νύχτα ἔπεφτε στὴν πεδιάδα τοῦ Τέξας κι' ὁ ἀέρας σφύριζε ἀνάμεσα στοὺς κάκτους. —Ποιὸς εἶσαι; ρώτησε. —Ἕνας ποὺ ἔρχεται ἀπὸ μακριά, ἀπάντησε ὁ ξένος, καὶ τὸ χέρι του γλίστρησε στὸ πιστόλι.	[1229, 1604, 1558, 1648]
list-item: Ν. Μάτης, Ἐγνατίας 2	[431, 722, 617, 736]
crossword-black-cell	[704, 1177, 722, 1196]
paragraph: Τὸ μόνο ποὺ ἀκουγόταν ἦταν ὁ ἦχος τοῦ ποταμοῦ, ποὺ κυλοῦσε ἤρεμα ἀνάμεσα στὰ δέντρα. «Πρέπει νὰ φύγουμε», ψιθύρισε ἐκείνη. «Ὄχι ἀκόμη», ἀπάντησε αὐτός, «περιμένουμε τὸ σημάδι.»	[629, 2086, 818, 2141]
list-item	[431, 966, 617, 980]
anecdote-subtitle: ΕΙΧΕ ΠΕΙΡΑ	[487, 379, 562, 393]
crossword-cell[interactable]	[741, 1121, 760, 1140]
list-item: ΚΟΣΜΙΚΟΝ: Τηλ. 25-065. «Ἐκδίκησις».	[1035, 1088, 1191, 1099]
paragraph: Ἡ πόλη ξυπνοῦσε ἀργά. Στοὺς δρόμους οἱ πρῶτοι ἐργάτες βάδιζαν βιαστικοί, κι ἡ καμπάνα τῆς ἐκκλησίας χτυποῦσε τὸ πρωινό. Ὁ ἥλιος ἀνέτειλε πίσω ἀπὸ τὰ βουνά, χρυσίζοντας τὶς στέγες.	[629, 1965, 818, 2020]
phone-name: Ἀγίας Σοφίας (Ταξί)	[431, 898, 537, 910]
crossword-cell[interactable]	[685, 1177, 704, 1196]
crossword-cell[interactable]	[629, 1233, 648, 1252]
paragraph: Τὰ χρόνια εἶχαν περάσει, κι ὅμως ἡ ἀνάμνηση ἐκείνης τῆς νύχτας ἔμενε ζωντανή. Ὁ Μάρκος θυμόταν κάθε λεπτομέρεια: τὸ φῶς τοῦ φεγγαριοῦ, τὴ μυρωδιὰ τῆς βροχῆς, τὴ φωνὴ τῆς μητέρας του.	[629, 1663, 818, 1719]
exhib-text: Εἰς τὴν «Στοάν Ἀθηνῶν» ἐγκαινιάσθη ἡ ἔκθεσις ἔργων τῆς ζωγράφου κ. Ἄννας Τσάλη μὲ θέματα ἀπὸ τὴν Μακεδονίαν.	[1229, 717, 1391, 749]
list-item: ΣΕΡΡΑΙ: ΑΛΕΞΑΝΔΡΟΣ: «Ἡ Νεράιδα».	[1035, 1339, 1191, 1350]
lecture-title: ΑΙ ΔΙΑΛΕΞΕΙΣ	[1396, 802, 1558, 823]
list-item: ΘΥΜΕΛΗ: Τηλ. 56-319. «Ἐκκλησίας Θεάτρου». 9 μ.μ.	[1021, 264, 1217, 285]
arts-exhib2-title-top: Εἰς τὴν Σέρρας	[1430, 278, 1525, 292]
list-item: ΑΠΟΛΛΩΝ: Τηλ. 33-560. «Ὁ Ραμέζ».	[1035, 480, 1182, 491]
phone-name: Ἐγνατίας	[431, 1021, 482, 1033]
last-title: Ὁ Ἀνθρωπισμός	[471, 1249, 577, 1263]
crossword-cell[interactable]	[685, 1084, 704, 1103]
exhib-sub: Τῆς Ἄννας Τσάλη	[1255, 700, 1364, 713]
